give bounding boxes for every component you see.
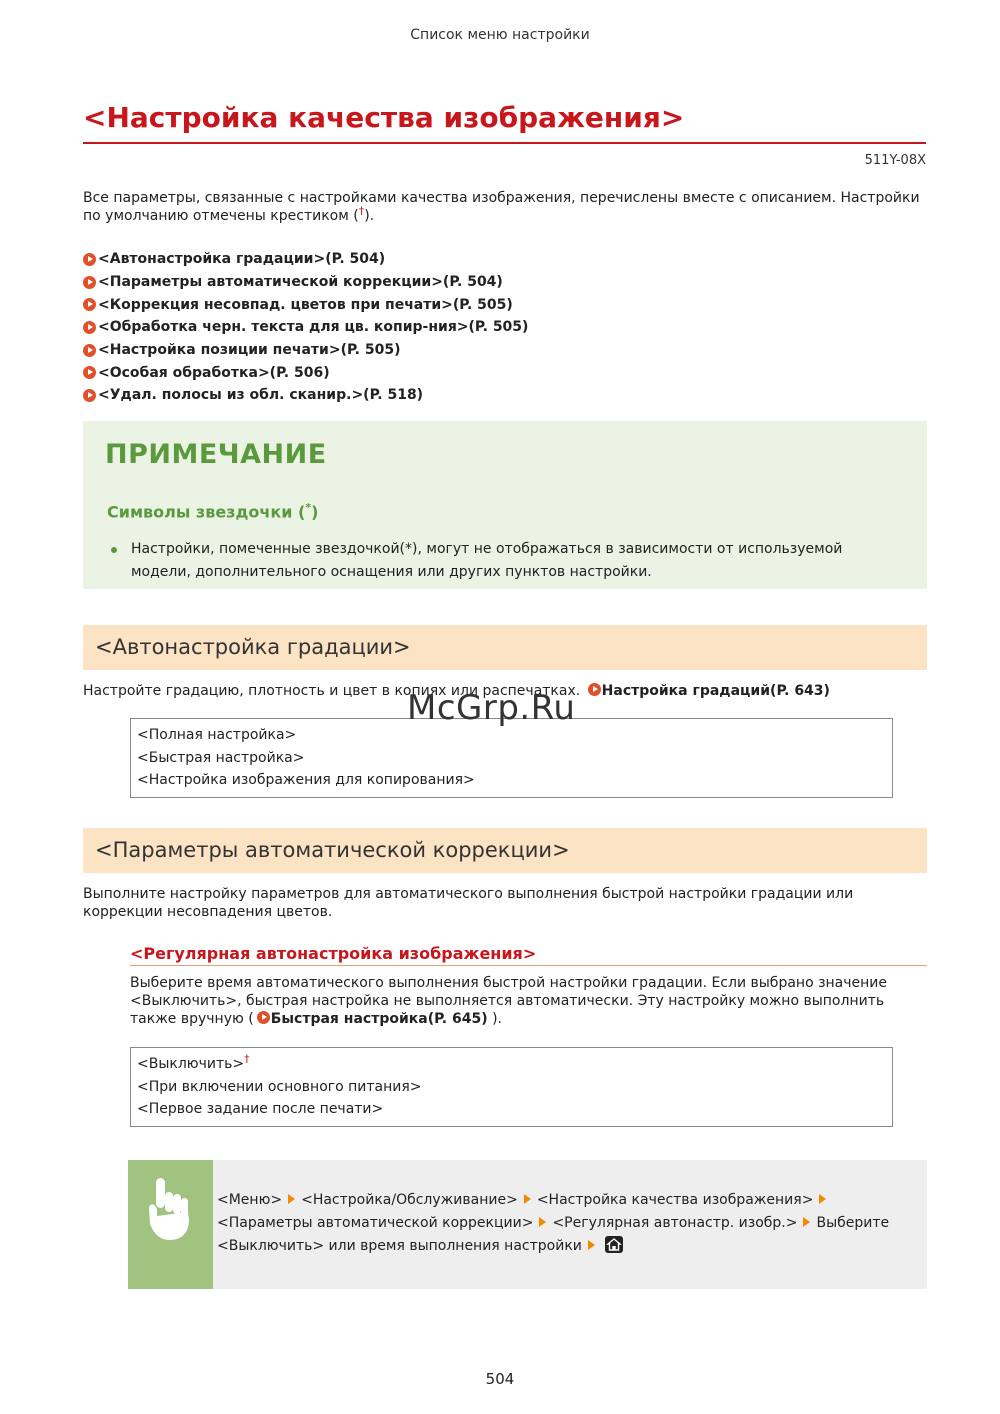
options-box [130, 1047, 893, 1127]
intro-paragraph: Все параметры, связанные с настройками качества изображения, перечислены вместе с описанием. Настройки по умолчанию отмечены крестиком (†). [83, 190, 920, 224]
subheading-regular-auto-adjust: <Регулярная автонастройка изображения> [130, 944, 927, 966]
option-item: <Первое задание после печати> [137, 1101, 384, 1118]
arrow-circle-icon [83, 321, 96, 334]
note-box [83, 421, 927, 589]
section1-text: Настройте градацию, плотность и цвет в копиях или распечатках. Настройка градаций(P. 643) [83, 683, 830, 699]
section2-text: Выполните настройку параметров для автоматического выполнения быстрой настройки градации или коррекции несовпадения цветов. [83, 886, 854, 920]
menu-path-step: <Настройка качества изображения> [536, 1192, 814, 1208]
arrow-circle-icon [83, 366, 96, 379]
link-gradation-adjust[interactable]: Настройка градаций(P. 643) [601, 683, 830, 699]
section-links [83, 248, 928, 407]
dagger-mark: † [358, 204, 365, 218]
options-box [130, 718, 893, 798]
home-key-icon [605, 1236, 623, 1253]
note-subtitle: Символы звездочки (*) [107, 501, 319, 522]
link-quick-adjust[interactable]: Быстрая настройка(P. 645) [270, 1011, 488, 1027]
link-item[interactable]: <Параметры автоматической коррекции>(P. 504) [83, 271, 928, 294]
section-heading-auto-correction: <Параметры автоматической коррекции> [83, 828, 927, 873]
arrow-circle-icon [83, 389, 96, 402]
link-item[interactable]: <Настройка позиции печати>(P. 505) [83, 339, 928, 362]
link-item[interactable]: <Обработка черн. текста для цв. копир-ния>(P. 505) [83, 316, 928, 339]
option-item: <Настройка изображения для копирования> [137, 772, 475, 789]
option-item: <При включении основного питания> [137, 1078, 422, 1095]
note-bullet: Настройки, помеченные звездочкой(*), могут не отображаться в зависимости от используемой модели, дополнительного оснащения или других пунктов настройки. [111, 538, 871, 584]
section-heading-auto-gradation: <Автонастройка градации> [83, 625, 927, 670]
arrow-right-icon [803, 1217, 810, 1227]
subsection-text: Выберите время автоматического выполнения быстрой настройки градации. Если выбрано значение <Выключить>, быстрая настройка не выполняется автоматически. Эту настройку можно выполнить также вручную ( Быстрая настройка(P. 645) ). [130, 975, 888, 1027]
option-item: <Полная настройка> [137, 727, 297, 743]
page-title: <Настройка качества изображения> [83, 100, 926, 144]
arrow-right-icon [819, 1194, 826, 1204]
bullet-dot-icon [111, 547, 117, 553]
document-id: 511Y-08X [864, 153, 926, 168]
arrow-circle-icon [588, 683, 601, 696]
arrow-circle-icon [257, 1011, 270, 1024]
link-item[interactable]: <Удал. полосы из обл. сканир.>(P. 518) [83, 384, 928, 407]
arrow-right-icon [588, 1240, 595, 1250]
arrow-right-icon [539, 1217, 546, 1227]
menu-path-step: <Регулярная автонастр. изобр.> [552, 1215, 798, 1231]
arrow-right-icon [524, 1194, 531, 1204]
link-item[interactable]: <Особая обработка>(P. 506) [83, 361, 928, 384]
dagger-mark: † [244, 1052, 250, 1066]
link-item[interactable]: <Коррекция несовпад. цветов при печати>(P. 505) [83, 293, 928, 316]
option-item: <Быстрая настройка> [137, 749, 305, 766]
watermark: McGrp.Ru [407, 688, 576, 728]
option-item: <Выключить>† [137, 1052, 250, 1072]
menu-path-step: <Меню> [217, 1192, 283, 1208]
menu-path-step: Выберите <Выключить> или время выполнения настройки [217, 1215, 890, 1254]
arrow-circle-icon [83, 276, 96, 289]
operation-steps [217, 1189, 923, 1258]
arrow-circle-icon [83, 253, 96, 266]
page-number: 504 [485, 1370, 515, 1388]
link-item[interactable]: <Автонастройка градации>(P. 504) [83, 248, 928, 271]
arrow-circle-icon [83, 298, 96, 311]
menu-path-step: <Параметры автоматической коррекции> [217, 1215, 534, 1231]
operation-path-box [128, 1160, 927, 1289]
note-title: ПРИМЕЧАНИЕ [105, 439, 327, 470]
menu-path-step: <Настройка/Обслуживание> [301, 1192, 518, 1208]
arrow-circle-icon [83, 344, 96, 357]
running-header: Список меню настройки [410, 27, 590, 43]
arrow-right-icon [288, 1194, 295, 1204]
tap-hand-icon [128, 1160, 213, 1289]
